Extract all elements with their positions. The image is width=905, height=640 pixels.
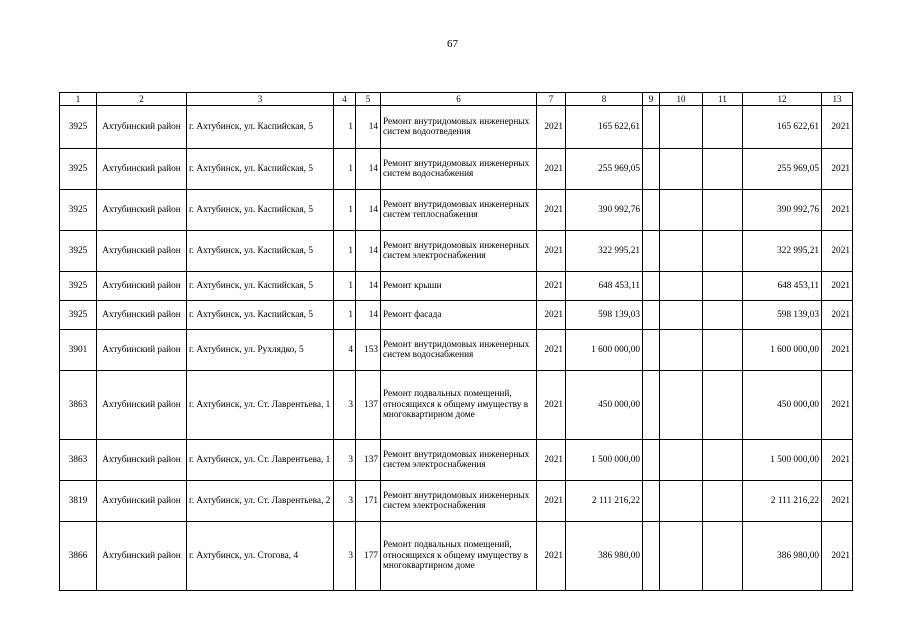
- total-cell: 450 000,00: [743, 371, 822, 440]
- table-row: [60, 481, 853, 522]
- column-header: 7: [537, 93, 566, 106]
- column-5-cell: 137: [356, 440, 381, 481]
- year-cell: 2021: [537, 330, 566, 371]
- completion-year-cell: 2021: [822, 440, 853, 481]
- year-cell: 2021: [537, 371, 566, 440]
- district-cell: Ахтубинский район: [97, 481, 187, 522]
- house-code-cell: 3925: [60, 190, 97, 231]
- year-cell: 2021: [537, 272, 566, 301]
- address-cell: г. Ахтубинск, ул. Каспийская, 5: [187, 106, 334, 149]
- district-cell: Ахтубинский район: [97, 301, 187, 330]
- column-4-cell: 1: [334, 301, 356, 330]
- work-type-cell: Ремонт внутридомовых инженерных систем теплоснабжения: [381, 190, 537, 231]
- house-code-cell: 3925: [60, 231, 97, 272]
- column-10-cell: [660, 190, 703, 231]
- column-4-cell: 1: [334, 149, 356, 190]
- work-type-cell: Ремонт подвальных помещений, относящихся к общему имуществу в многоквартирном доме: [381, 522, 537, 591]
- house-code-cell: 3925: [60, 106, 97, 149]
- table-row: [60, 106, 853, 149]
- house-code-cell: 3863: [60, 440, 97, 481]
- amount-cell: 1 600 000,00: [566, 330, 643, 371]
- house-code-cell: 3819: [60, 481, 97, 522]
- address-cell: г. Ахтубинск, ул. Каспийская, 5: [187, 301, 334, 330]
- house-code-cell: 3901: [60, 330, 97, 371]
- column-10-cell: [660, 440, 703, 481]
- repair-program-table: [59, 92, 853, 591]
- work-type-cell: Ремонт внутридомовых инженерных систем водоснабжения: [381, 330, 537, 371]
- table-row: [60, 301, 853, 330]
- district-cell: Ахтубинский район: [97, 522, 187, 591]
- column-header: 9: [643, 93, 660, 106]
- address-cell: г. Ахтубинск, ул. Ст. Лаврентьева, 2: [187, 481, 334, 522]
- total-cell: 165 622,61: [743, 106, 822, 149]
- completion-year-cell: 2021: [822, 481, 853, 522]
- address-cell: г. Ахтубинск, ул. Каспийская, 5: [187, 149, 334, 190]
- column-9-cell: [643, 522, 660, 591]
- district-cell: Ахтубинский район: [97, 272, 187, 301]
- district-cell: Ахтубинский район: [97, 231, 187, 272]
- column-11-cell: [703, 149, 743, 190]
- column-number-header-row: [60, 93, 853, 106]
- column-11-cell: [703, 231, 743, 272]
- column-4-cell: 4: [334, 330, 356, 371]
- column-10-cell: [660, 522, 703, 591]
- completion-year-cell: 2021: [822, 149, 853, 190]
- column-header: 1: [60, 93, 97, 106]
- house-code-cell: 3866: [60, 522, 97, 591]
- district-cell: Ахтубинский район: [97, 371, 187, 440]
- column-9-cell: [643, 231, 660, 272]
- completion-year-cell: 2021: [822, 301, 853, 330]
- column-9-cell: [643, 371, 660, 440]
- column-4-cell: 3: [334, 371, 356, 440]
- amount-cell: 322 995,21: [566, 231, 643, 272]
- column-5-cell: 171: [356, 481, 381, 522]
- house-code-cell: 3925: [60, 301, 97, 330]
- completion-year-cell: 2021: [822, 371, 853, 440]
- amount-cell: 386 980,00: [566, 522, 643, 591]
- column-10-cell: [660, 272, 703, 301]
- column-9-cell: [643, 330, 660, 371]
- table-row: [60, 371, 853, 440]
- work-type-cell: Ремонт фасада: [381, 301, 537, 330]
- address-cell: г. Ахтубинск, ул. Каспийская, 5: [187, 190, 334, 231]
- completion-year-cell: 2021: [822, 190, 853, 231]
- column-header: 3: [187, 93, 334, 106]
- address-cell: г. Ахтубинск, ул. Ст. Лаврентьева, 1: [187, 371, 334, 440]
- column-9-cell: [643, 106, 660, 149]
- table-row: [60, 440, 853, 481]
- total-cell: 255 969,05: [743, 149, 822, 190]
- address-cell: г. Ахтубинск, ул. Ст. Лаврентьева, 1: [187, 440, 334, 481]
- amount-cell: 2 111 216,22: [566, 481, 643, 522]
- column-11-cell: [703, 440, 743, 481]
- table-row: [60, 231, 853, 272]
- column-10-cell: [660, 231, 703, 272]
- table-row: [60, 272, 853, 301]
- column-9-cell: [643, 149, 660, 190]
- column-5-cell: 14: [356, 190, 381, 231]
- amount-cell: 648 453,11: [566, 272, 643, 301]
- address-cell: г. Ахтубинск, ул. Рухлядко, 5: [187, 330, 334, 371]
- column-header: 5: [356, 93, 381, 106]
- column-10-cell: [660, 330, 703, 371]
- column-header: 12: [743, 93, 822, 106]
- total-cell: 598 139,03: [743, 301, 822, 330]
- column-11-cell: [703, 106, 743, 149]
- work-type-cell: Ремонт внутридомовых инженерных систем водоотведения: [381, 106, 537, 149]
- work-type-cell: Ремонт подвальных помещений, относящихся к общему имуществу в многоквартирном доме: [381, 371, 537, 440]
- table-row: [60, 330, 853, 371]
- column-10-cell: [660, 106, 703, 149]
- district-cell: Ахтубинский район: [97, 106, 187, 149]
- year-cell: 2021: [537, 440, 566, 481]
- district-cell: Ахтубинский район: [97, 190, 187, 231]
- column-4-cell: 1: [334, 231, 356, 272]
- address-cell: г. Ахтубинск, ул. Каспийская, 5: [187, 231, 334, 272]
- column-5-cell: 153: [356, 330, 381, 371]
- column-header: 2: [97, 93, 187, 106]
- completion-year-cell: 2021: [822, 272, 853, 301]
- column-5-cell: 14: [356, 106, 381, 149]
- column-5-cell: 14: [356, 301, 381, 330]
- table-row: [60, 149, 853, 190]
- amount-cell: 1 500 000,00: [566, 440, 643, 481]
- column-header: 11: [703, 93, 743, 106]
- column-4-cell: 1: [334, 106, 356, 149]
- column-header: 8: [566, 93, 643, 106]
- column-header: 4: [334, 93, 356, 106]
- amount-cell: 598 139,03: [566, 301, 643, 330]
- column-9-cell: [643, 272, 660, 301]
- total-cell: 386 980,00: [743, 522, 822, 591]
- completion-year-cell: 2021: [822, 106, 853, 149]
- column-9-cell: [643, 301, 660, 330]
- house-code-cell: 3863: [60, 371, 97, 440]
- column-11-cell: [703, 522, 743, 591]
- column-5-cell: 14: [356, 231, 381, 272]
- column-11-cell: [703, 481, 743, 522]
- column-10-cell: [660, 149, 703, 190]
- total-cell: 648 453,11: [743, 272, 822, 301]
- column-4-cell: 3: [334, 481, 356, 522]
- completion-year-cell: 2021: [822, 330, 853, 371]
- column-10-cell: [660, 371, 703, 440]
- column-5-cell: 14: [356, 149, 381, 190]
- table-row: [60, 522, 853, 591]
- year-cell: 2021: [537, 149, 566, 190]
- column-header: 6: [381, 93, 537, 106]
- column-header: 10: [660, 93, 703, 106]
- work-type-cell: Ремонт внутридомовых инженерных систем водоснабжения: [381, 149, 537, 190]
- total-cell: 390 992,76: [743, 190, 822, 231]
- column-4-cell: 3: [334, 440, 356, 481]
- column-9-cell: [643, 481, 660, 522]
- column-11-cell: [703, 301, 743, 330]
- work-type-cell: Ремонт внутридомовых инженерных систем электроснабжения: [381, 481, 537, 522]
- year-cell: 2021: [537, 190, 566, 231]
- year-cell: 2021: [537, 522, 566, 591]
- column-5-cell: 137: [356, 371, 381, 440]
- work-type-cell: Ремонт крыши: [381, 272, 537, 301]
- year-cell: 2021: [537, 106, 566, 149]
- house-code-cell: 3925: [60, 149, 97, 190]
- district-cell: Ахтубинский район: [97, 440, 187, 481]
- column-10-cell: [660, 481, 703, 522]
- year-cell: 2021: [537, 231, 566, 272]
- amount-cell: 390 992,76: [566, 190, 643, 231]
- year-cell: 2021: [537, 301, 566, 330]
- column-5-cell: 177: [356, 522, 381, 591]
- amount-cell: 255 969,05: [566, 149, 643, 190]
- district-cell: Ахтубинский район: [97, 149, 187, 190]
- district-cell: Ахтубинский район: [97, 330, 187, 371]
- column-11-cell: [703, 190, 743, 231]
- address-cell: г. Ахтубинск, ул. Каспийская, 5: [187, 272, 334, 301]
- house-code-cell: 3925: [60, 272, 97, 301]
- column-10-cell: [660, 301, 703, 330]
- column-11-cell: [703, 272, 743, 301]
- page-number: 67: [447, 38, 458, 50]
- column-11-cell: [703, 330, 743, 371]
- year-cell: 2021: [537, 481, 566, 522]
- total-cell: 322 995,21: [743, 231, 822, 272]
- amount-cell: 450 000,00: [566, 371, 643, 440]
- work-type-cell: Ремонт внутридомовых инженерных систем электроснабжения: [381, 440, 537, 481]
- total-cell: 1 500 000,00: [743, 440, 822, 481]
- address-cell: г. Ахтубинск, ул. Стогова, 4: [187, 522, 334, 591]
- column-4-cell: 1: [334, 190, 356, 231]
- total-cell: 1 600 000,00: [743, 330, 822, 371]
- completion-year-cell: 2021: [822, 522, 853, 591]
- column-header: 13: [822, 93, 853, 106]
- column-9-cell: [643, 190, 660, 231]
- completion-year-cell: 2021: [822, 231, 853, 272]
- table-row: [60, 190, 853, 231]
- column-4-cell: 1: [334, 272, 356, 301]
- column-5-cell: 14: [356, 272, 381, 301]
- total-cell: 2 111 216,22: [743, 481, 822, 522]
- amount-cell: 165 622,61: [566, 106, 643, 149]
- column-4-cell: 3: [334, 522, 356, 591]
- column-11-cell: [703, 371, 743, 440]
- work-type-cell: Ремонт внутридомовых инженерных систем электроснабжения: [381, 231, 537, 272]
- column-9-cell: [643, 440, 660, 481]
